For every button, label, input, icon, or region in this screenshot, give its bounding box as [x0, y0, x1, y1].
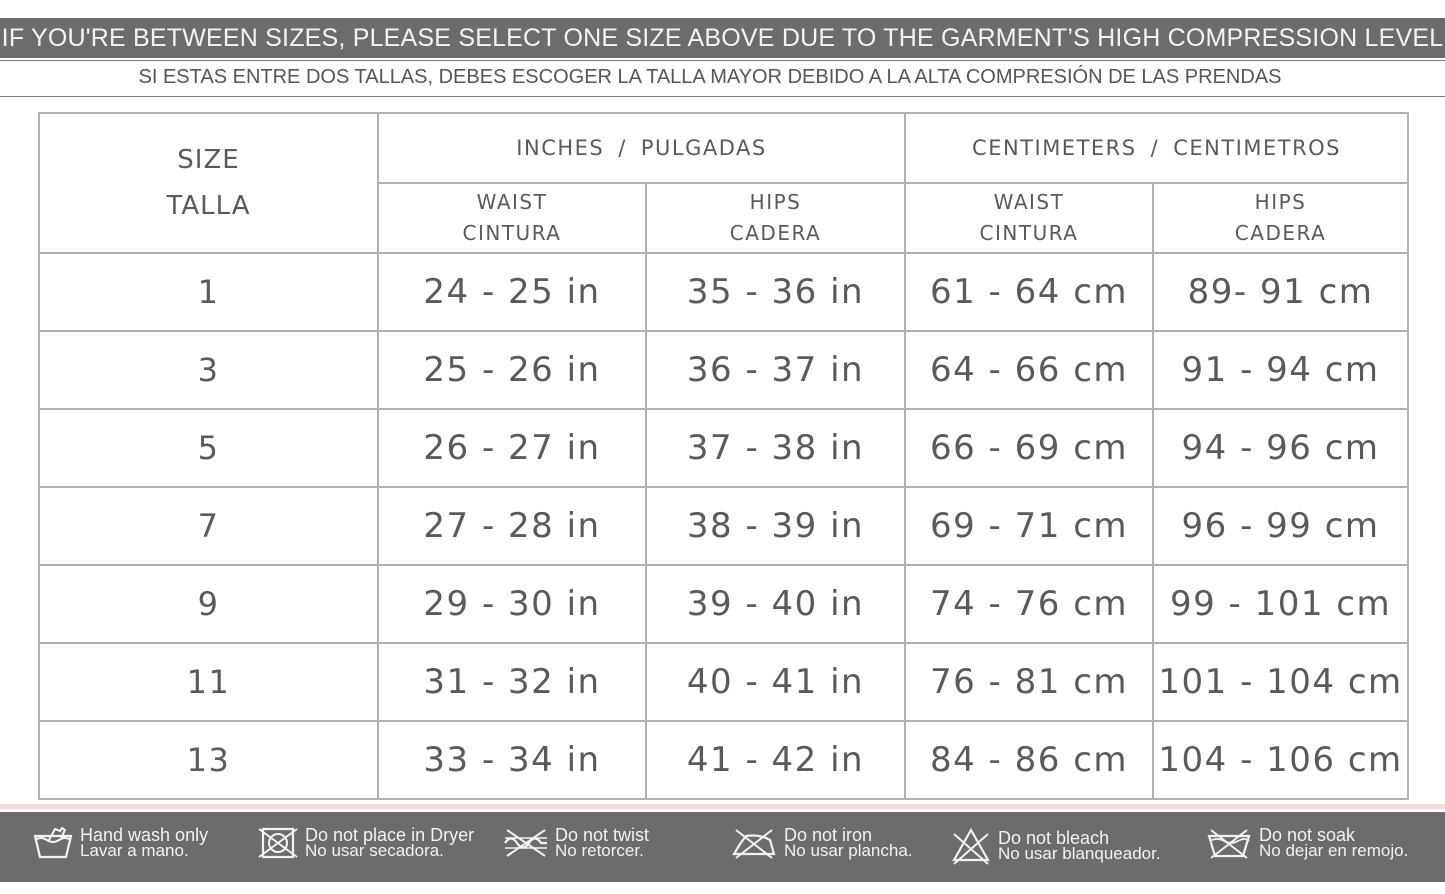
care-label-es: No usar secadora. — [305, 841, 444, 860]
divider-top — [0, 60, 1445, 61]
care-instructions-bar — [0, 812, 1445, 882]
no-twist-icon — [503, 826, 549, 860]
waist-in-cell: 24 - 25 in — [378, 253, 646, 331]
hips-cm-cell: 96 - 99 cm — [1153, 487, 1408, 565]
size-cell: 5 — [39, 409, 378, 487]
hips-label-es: CADERA — [1234, 221, 1327, 245]
waist-in-cell: 25 - 26 in — [378, 331, 646, 409]
no-iron-icon — [730, 826, 778, 860]
care-item-no-twist — [503, 826, 649, 860]
waist-in-cell: 33 - 34 in — [378, 721, 646, 799]
hips-cm-cell: 101 - 104 cm — [1153, 643, 1408, 721]
care-label-en: Hand wash only — [80, 825, 209, 845]
hips-label-en: HIPS — [749, 190, 802, 214]
spanish-note: SI ESTAS ENTRE DOS TALLAS, DEBES ESCOGER LA TALLA MAYOR DEBIDO A LA ALTA COMPRESIÓN DE LAS PRENDAS — [138, 66, 1282, 88]
hips-in-cell: 41 - 42 in — [646, 721, 905, 799]
hips-cm-cell: 89- 91 cm — [1153, 253, 1408, 331]
care-item-no-soak — [1205, 826, 1408, 860]
care-label-es: No dejar en remojo. — [1259, 841, 1409, 860]
cm-label-en: CENTIMETERS — [972, 136, 1137, 160]
hips-in-cell: 40 - 41 in — [646, 643, 905, 721]
cm-label-es: CENTIMETROS — [1173, 136, 1342, 160]
hips-in-cell: 38 - 39 in — [646, 487, 905, 565]
waist-in-cell: 27 - 28 in — [378, 487, 646, 565]
inches-label-es: PULGADAS — [640, 136, 767, 160]
hips-in-header — [646, 183, 905, 253]
care-item-no-dryer — [257, 826, 474, 860]
hips-cm-cell: 91 - 94 cm — [1153, 331, 1408, 409]
waist-cm-cell: 76 - 81 cm — [905, 643, 1153, 721]
size-chart-table — [38, 112, 1409, 800]
care-label-en: Do not soak — [1259, 825, 1356, 845]
size-cell: 13 — [39, 721, 378, 799]
care-label-es: Lavar a mano. — [80, 841, 189, 860]
size-cell: 3 — [39, 331, 378, 409]
waist-cm-cell: 64 - 66 cm — [905, 331, 1153, 409]
waist-label-en: WAIST — [476, 190, 548, 214]
size-column-header — [39, 113, 378, 253]
care-label-en: Do not iron — [784, 825, 873, 845]
waist-cm-cell: 84 - 86 cm — [905, 721, 1153, 799]
care-label-en: Do not twist — [555, 825, 650, 845]
waist-cm-cell: 69 - 71 cm — [905, 487, 1153, 565]
divider-bottom — [0, 96, 1445, 97]
care-label-es: No usar plancha. — [784, 841, 913, 860]
hips-in-cell: 36 - 37 in — [646, 331, 905, 409]
hips-cm-header — [1153, 183, 1408, 253]
hips-label-es: CADERA — [729, 221, 822, 245]
hips-cm-cell: 94 - 96 cm — [1153, 409, 1408, 487]
care-item-no-bleach — [950, 826, 1161, 866]
care-label-en: Do not place in Dryer — [305, 825, 475, 845]
waist-cm-cell: 61 - 64 cm — [905, 253, 1153, 331]
care-label-en: Do not bleach — [998, 828, 1110, 848]
inches-label-en: INCHES — [516, 136, 605, 160]
care-label-es: No usar blanqueador. — [998, 844, 1161, 863]
care-item-hand-wash — [32, 826, 208, 860]
size-label-en: SIZE — [177, 145, 240, 175]
compression-banner — [0, 18, 1445, 58]
care-label-es: No retorcer. — [555, 841, 644, 860]
waist-label-en: WAIST — [993, 190, 1065, 214]
hips-in-cell: 39 - 40 in — [646, 565, 905, 643]
table-row — [39, 565, 1408, 643]
banner-text: IF YOU'RE BETWEEN SIZES, PLEASE SELECT ONE SIZE ABOVE DUE TO THE GARMENT’S HIGH COMPRESSION LEVEL — [1, 23, 1444, 52]
table-row — [39, 721, 1408, 799]
waist-cm-cell: 66 - 69 cm — [905, 409, 1153, 487]
hips-cm-cell: 99 - 101 cm — [1153, 565, 1408, 643]
table-row — [39, 643, 1408, 721]
no-soak-icon — [1205, 826, 1253, 860]
size-cell: 1 — [39, 253, 378, 331]
size-label-es: TALLA — [166, 191, 251, 221]
table-row — [39, 409, 1408, 487]
table-row — [39, 487, 1408, 565]
waist-label-es: CINTURA — [979, 221, 1079, 245]
waist-cm-cell: 74 - 76 cm — [905, 565, 1153, 643]
inches-separator: / — [618, 136, 627, 160]
waist-in-cell: 31 - 32 in — [378, 643, 646, 721]
size-cell: 11 — [39, 643, 378, 721]
no-dryer-icon — [257, 826, 299, 860]
waist-in-header — [378, 183, 646, 253]
pink-accent-line — [0, 804, 1445, 809]
hips-in-cell: 37 - 38 in — [646, 409, 905, 487]
centimeters-group-header — [905, 113, 1408, 183]
waist-label-es: CINTURA — [462, 221, 562, 245]
table-row — [39, 253, 1408, 331]
hips-in-cell: 35 - 36 in — [646, 253, 905, 331]
waist-cm-header — [905, 183, 1153, 253]
hips-cm-cell: 104 - 106 cm — [1153, 721, 1408, 799]
hand-wash-icon — [32, 826, 74, 860]
cm-separator: / — [1150, 136, 1160, 160]
waist-in-cell: 26 - 27 in — [378, 409, 646, 487]
waist-in-cell: 29 - 30 in — [378, 565, 646, 643]
no-bleach-icon — [950, 826, 992, 866]
table-row — [39, 331, 1408, 409]
size-cell: 9 — [39, 565, 378, 643]
size-cell: 7 — [39, 487, 378, 565]
care-item-no-iron — [730, 826, 913, 860]
inches-group-header — [378, 113, 905, 183]
hips-label-en: HIPS — [1254, 190, 1307, 214]
